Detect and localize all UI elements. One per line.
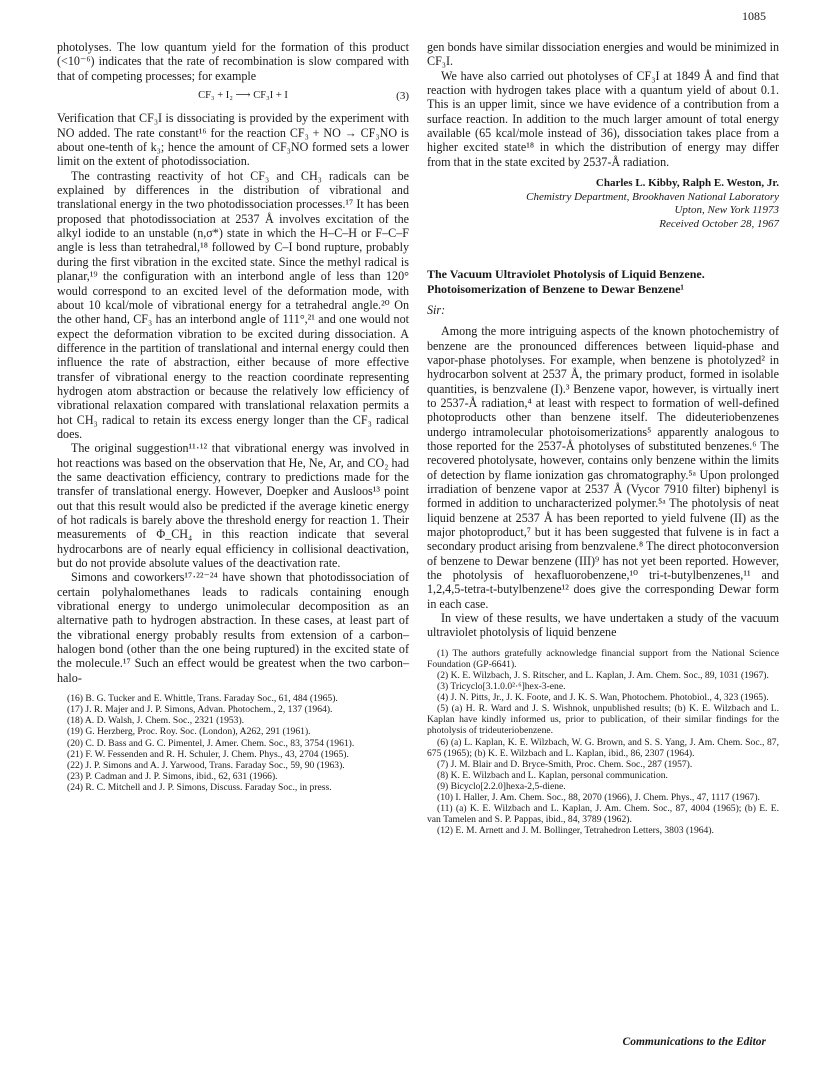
left-column — [57, 40, 409, 793]
footnote: (19) G. Herzberg, Proc. Roy. Soc. (London), A262, 291 (1961). — [67, 726, 311, 738]
signature-block — [427, 177, 779, 231]
paragraph: The original suggestion¹¹·¹² that vibrational energy was involved in hot reactions was based on the observation that He, Ne, Ar, and CO₂ had the same deactivation efficiency, contrary to predictions made for the transfer of translational energy. However, Doepker and Ausloos¹³ point out that this result would also be predicted if the average kinetic energy of hot radicals is barely above the threshold energy for reaction 1. Their measurements of Φ_CH₄ in this reaction indicate that several hydrocarbons are of nearly equal efficiency in collisional deactivation, but do not provide absolute values of the deactivation rate. — [57, 441, 409, 571]
footnote: (1) The authors gratefully acknowledge financial support from the National Science Foundation (GP-6641). — [427, 647, 779, 670]
footnote: (5) (a) H. R. Ward and J. S. Wishnok, unpublished results; (b) K. E. Wilzbach and L. Kaplan have kindly informed us, prior to publication, of their similar findings for the photolysis of trideuteriobenzene. — [427, 703, 779, 737]
paragraph: Simons and coworkers¹⁷·²²⁻²⁴ have shown that photodissociation of certain polyhalomethanes leads to radicals containing enough vibrational energy to undergo unimolecular decomposition as an alternative path to hydrogen abstraction. In these cases, at least part of the vibrational energy probably results from extension of a carbon–halogen bond (other than the one being ruptured) in the excited state of the molecule.¹⁷ Such an effect would be greatest when the two carbon–halo- — [57, 570, 409, 685]
paragraph: photolyses. The low quantum yield for the formation of this product (<10⁻⁶) indicates that the rate of recombination is slow compared with that of competing processes; for example — [57, 40, 409, 83]
footnotes-right — [427, 648, 779, 837]
footnote: (24) R. C. Mitchell and J. P. Simons, Discuss. Faraday Soc., in press. — [67, 781, 332, 793]
footnote: (3) Tricyclo[3.1.0.0²·⁶]hex-3-ene. — [437, 681, 566, 693]
affiliation: Chemistry Department, Brookhaven National Laboratory — [526, 190, 779, 203]
equation-number: (3) — [396, 90, 409, 103]
right-column — [427, 40, 779, 836]
footnotes-left — [57, 693, 409, 793]
footnote: (8) K. E. Wilzbach and L. Kaplan, personal communication. — [437, 769, 668, 781]
paragraph: Verification that CF₃I is dissociating is provided by the experiment with NO added. The rate constant¹⁶ for the reaction CF₃ + NO → CF₃NO is about one-tenth of k₃; hence the amount of CF₃NO formed sets a lower limit on the extent of photodissociation. — [57, 111, 409, 169]
footnote: (7) J. M. Blair and D. Bryce-Smith, Proc. Chem. Soc., 287 (1957). — [437, 758, 693, 770]
paragraph: We have also carried out photolyses of CF₃I at 1849 Å and find that reaction with hydrogen takes place with a quantum yield of about 0.1. This is an upper limit, since we have evidence of a contribution from a surface reaction. In addition to the much larger amount of total energy available (65 kcal/mole instead of 36), dissociation takes place from a higher excited state¹⁸ in which the distribution of energy may differ from that in the state excited by 2537-Å radiation. — [427, 68, 779, 169]
footnote: (11) (a) K. E. Wilzbach and L. Kaplan, J. Am. Chem. Soc., 87, 4004 (1965); (b) E. E. van Tamelen and S. P. Pappas, ibid., 84, 3789 (1962). — [427, 803, 779, 826]
footnote: (21) F. W. Fessenden and R. H. Schuler, J. Chem. Phys., 43, 2704 (1965). — [67, 748, 349, 760]
journal-section-footer: Communications to the Editor — [622, 1036, 766, 1048]
footnote: (20) C. D. Bass and G. C. Pimentel, J. Amer. Chem. Soc., 83, 3754 (1961). — [67, 737, 355, 749]
equation-text: CF₃ + I₂ ⟶ CF₃I + I — [198, 90, 288, 102]
equation — [57, 89, 409, 103]
footnote: (16) B. G. Tucker and E. Whittle, Trans. Faraday Soc., 61, 484 (1965). — [67, 693, 338, 705]
address: Upton, New York 11973 — [674, 204, 779, 217]
footnote: (10) I. Haller, J. Am. Chem. Soc., 88, 2070 (1966), J. Chem. Phys., 47, 1117 (1967). — [437, 792, 760, 803]
paragraph: In view of these results, we have undertaken a study of the vacuum ultraviolet photolysis of liquid benzene — [427, 611, 779, 640]
article-title: The Vacuum Ultraviolet Photolysis of Liquid Benzene. Photoisomerization of Benzene to Dewar Benzene¹ — [427, 267, 705, 296]
paragraph: gen bonds have similar dissociation energies and would be minimized in CF₃I. — [427, 40, 779, 69]
footnote: (4) J. N. Pitts, Jr., J. K. Foote, and J. K. S. Wan, Photochem. Photobiol., 4, 323 (1965). — [437, 692, 769, 704]
footnote: (18) A. D. Walsh, J. Chem. Soc., 2321 (1953). — [67, 715, 245, 727]
salutation: Sir: — [427, 302, 446, 317]
paragraph: The contrasting reactivity of hot CF₃ and CH₃ radicals can be explained by differences in the distribution of vibrational and translational energy in the two photodissociation processes.¹⁷ It has been proposed that photodissociation at 2537 Å involves excitation of the alkyl iodide to an unstable (n,σ*) state in which the H–C–H or F–C–F angle is less than tetrahedral,¹⁸ followed by C–I bond rupture, probably during the first vibration in the excited state. Since the methyl radical is planar,¹⁹ the configuration with an interbond angle of less than 120° would correspond to an excited level of the deformation mode, with about 10 kcal/mole of vibrational energy for a tetrahedral angle.²⁰ On the other hand, CF₃ has an interbond angle of 111°,²¹ and one would not expect the deformation vibration to be excited during dissociation. A difference in the partition of translational and internal energy could then influence the rate of abstraction, either because of more effective transfer of vibrational energy to the reaction coordinate representing hydrogen atom abstraction or because the relatively low efficiency of vibrational relaxation compared with translational relaxation permits a hot CH₃ radical to retain its excess energy longer than the CF₃ radical does. — [57, 168, 409, 441]
footnote: (17) J. R. Majer and J. P. Simons, Advan. Photochem., 2, 137 (1964). — [67, 704, 333, 716]
footnote: (9) Bicyclo[2.2.0]hexa-2,5-diene. — [437, 780, 566, 792]
footnote: (23) P. Cadman and J. P. Simons, ibid., 62, 631 (1966). — [67, 770, 278, 782]
received-date: Received October 28, 1967 — [659, 217, 779, 230]
footnote: (2) K. E. Wilzbach, J. S. Ritscher, and L. Kaplan, J. Am. Chem. Soc., 89, 1031 (1967). — [437, 669, 769, 681]
footnote: (6) (a) L. Kaplan, K. E. Wilzbach, W. G. Brown, and S. S. Yang, J. Am. Chem. Soc., 87, 675 (1965); (b) K. E. Wilzbach and L. Kaplan, ibid., 86, 2307 (1964). — [427, 736, 779, 759]
page-number: 1085 — [742, 9, 766, 23]
paragraph: Among the more intriguing aspects of the known photochemistry of benzene are the pronounced differences between liquid-phase and vapor-phase photolyses. For example, when benzene is photolyzed² in hydrocarbon solvent at 2537 Å, the primary product, formed in isolable quantities, is benzvalene (I).³ Benzene vapor, however, is virtually inert to 2537-Å radiation,⁴ at least with respect to formation of well-defined photoproducts other than benzene itself. The dideuteriobenzenes undergo intramolecular photoisomerizations⁵ apparently analogous to those reported for the 2537-Å photolyses of substituted benzenes.⁶ The recovered photolysate, however, contains only benzene within the limits of detection by flame ionization gas chromatography.⁵ᵃ Upon prolonged irradiation of benzene vapor at 2537 Å (Vycor 7910 filter) biphenyl is formed in addition to uncharacterized polymer.⁵ᵃ The photolysis of neat liquid benzene at 2537 Å has been reported to yield fulvene (II) as the major photoproduct,⁷ but it has been suggested that fulvene is in fact a secondary product arising from benzvalene.⁸ The direct photoconversion of benzene to Dewar benzene (III)⁹ has not yet been reported. However, the photolysis of hexafluorobenzene,¹⁰ tri-t-butylbenzenes,¹¹ and 1,2,4,5-tetra-t-butylbenzene¹² does give the corresponding Dewar form in each case. — [427, 324, 779, 611]
footnote: (22) J. P. Simons and A. J. Yarwood, Trans. Faraday Soc., 59, 90 (1963). — [67, 759, 345, 771]
footnote: (12) E. M. Arnett and J. M. Bollinger, Tetrahedron Letters, 3803 (1964). — [437, 825, 714, 837]
author-names: Charles L. Kibby, Ralph E. Weston, Jr. — [595, 177, 779, 190]
